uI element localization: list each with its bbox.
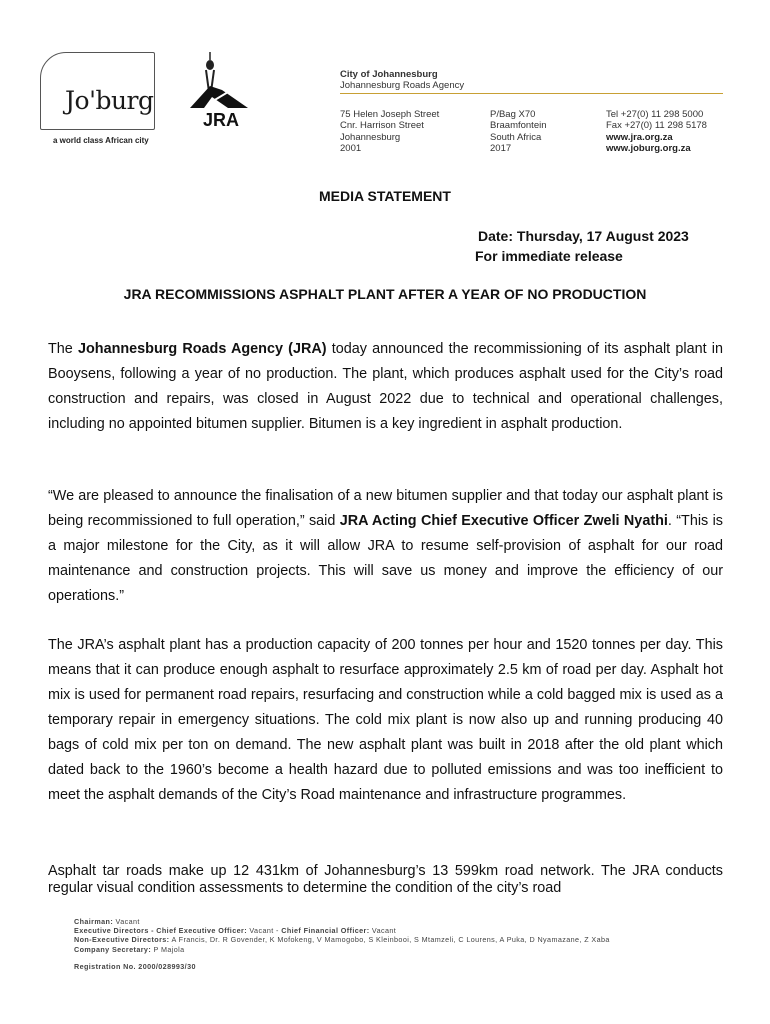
jra-logo <box>188 52 254 130</box>
secretary-label: Company Secretary: <box>74 944 152 954</box>
non-executive-line <box>74 935 610 944</box>
exec-value: Vacant - <box>247 926 282 936</box>
postal-line: P/Bag X70 <box>490 109 536 120</box>
p2-text-rest: . “This is a major milestone for the City, as it will allow JRA to resume self-provision of asphalt for our road maintenance and construction projects. This will save us money and improve the efficiency of our operations.” <box>48 513 723 604</box>
p2-bold: JRA Acting Chief Executive Officer Zweli Nyathi <box>339 513 668 529</box>
exec-label: Executive Directors - Chief Executive Officer: <box>74 926 247 936</box>
p1-bold: Johannesburg Roads Agency (JRA) <box>78 341 327 357</box>
fax-number: Fax +27(0) 11 298 5178 <box>606 120 707 132</box>
joburg-wordmark: Jo'burg <box>65 86 154 115</box>
address-line: 2001 <box>340 143 362 155</box>
phone-number: Tel +27(0) 11 298 5000 <box>606 109 704 120</box>
agency-name: Johannesburg Roads Agency <box>340 80 465 91</box>
chairman-line <box>74 917 610 926</box>
statement-title: JRA RECOMMISSIONS ASPHALT PLANT AFTER A YEAR OF NO PRODUCTION <box>123 286 647 302</box>
contact-details <box>606 109 707 155</box>
paragraph-3: The JRA’s asphalt plant has a production capacity of 200 tonnes per hour and 1520 tonnes per day. This means that it can produce enough asphalt to resurface approximately 2.5 km of road per day. Asphalt hot mix is used for permanent road repairs, resurfacing and construction while a cold bagged mix is used as a temporary repair in emergency situations. The cold mix plant is now also up and running producing 40 bags of cold mix per ton on demand. The new asphalt plant was built in 2018 after the old plant which dated back to the 1960’s become a health hazard due to polluted emissions and was too inefficient to meet the asphalt demands of the City’s Road maintenance and infrastructure programmes. <box>48 637 723 803</box>
nonexec-label: Non-Executive Directors: <box>74 935 170 945</box>
letterhead-divider <box>340 93 723 94</box>
release-line: For immediate release <box>475 248 623 264</box>
address-line: Cnr. Harrison Street <box>340 120 424 132</box>
postal-address <box>490 109 547 155</box>
paragraph-4: Asphalt tar roads make up 12 431km of Johannesburg’s 13 599km road network. The JRA conducts regular visual condition assessments to determine the condition of the city’s road <box>48 863 723 896</box>
org-name: City of Johannesburg <box>340 69 438 80</box>
letterhead-org <box>340 69 464 91</box>
paragraph-1 <box>48 337 723 437</box>
date-line: Date: Thursday, 17 August 2023 <box>478 228 689 244</box>
address-line: 75 Helen Joseph Street <box>340 109 440 120</box>
nonexec-value: A Francis, Dr. R Govender, K Mofokeng, V Mamogobo, S Kleinbooi, S Mtamzeli, C Lourens, A Puka, D Nyamazane, Z Xaba <box>169 935 610 945</box>
jra-wordmark: JRA <box>202 110 240 130</box>
chairman-value: Vacant <box>113 917 140 926</box>
secretary-line <box>74 945 610 954</box>
joburg-tagline: a world class African city <box>53 136 149 145</box>
joburg-logo <box>40 52 158 148</box>
cfo-value: Vacant <box>369 926 397 936</box>
postal-line: Braamfontein <box>490 120 547 132</box>
chairman-label: Chairman: <box>74 917 114 926</box>
secretary-value: P Majola <box>151 944 185 954</box>
media-statement-heading: MEDIA STATEMENT <box>319 188 451 204</box>
p2-text: “We are pleased to announce the finalisation of a new bitumen supplier and that today our asphalt plant is being recommissioned to full operation,” said <box>48 488 723 529</box>
address-line: Johannesburg <box>340 131 401 143</box>
jra-website-link[interactable]: www.jra.org.za <box>606 131 673 143</box>
street-address <box>340 109 439 155</box>
postal-line: 2017 <box>490 143 512 155</box>
p1-text: The <box>48 341 78 357</box>
executive-line <box>74 926 610 935</box>
postal-line: South Africa <box>490 131 542 143</box>
board-footer <box>74 917 610 954</box>
cfo-label: Chief Financial Officer: <box>281 926 370 936</box>
paragraph-2 <box>48 484 723 609</box>
joburg-website-link[interactable]: www.joburg.org.za <box>606 143 691 155</box>
registration-number: Registration No. 2000/028993/30 <box>74 962 196 971</box>
p1-text-rest: today announced the recommissioning of its asphalt plant in Booysens, following a year of no production. The plant, which produces asphalt used for the City’s road construction and repairs, was closed in August 2022 due to technical and operational challenges, including no appointed bitumen supplier. Bitumen is a key ingredient in asphalt production. <box>48 341 723 432</box>
